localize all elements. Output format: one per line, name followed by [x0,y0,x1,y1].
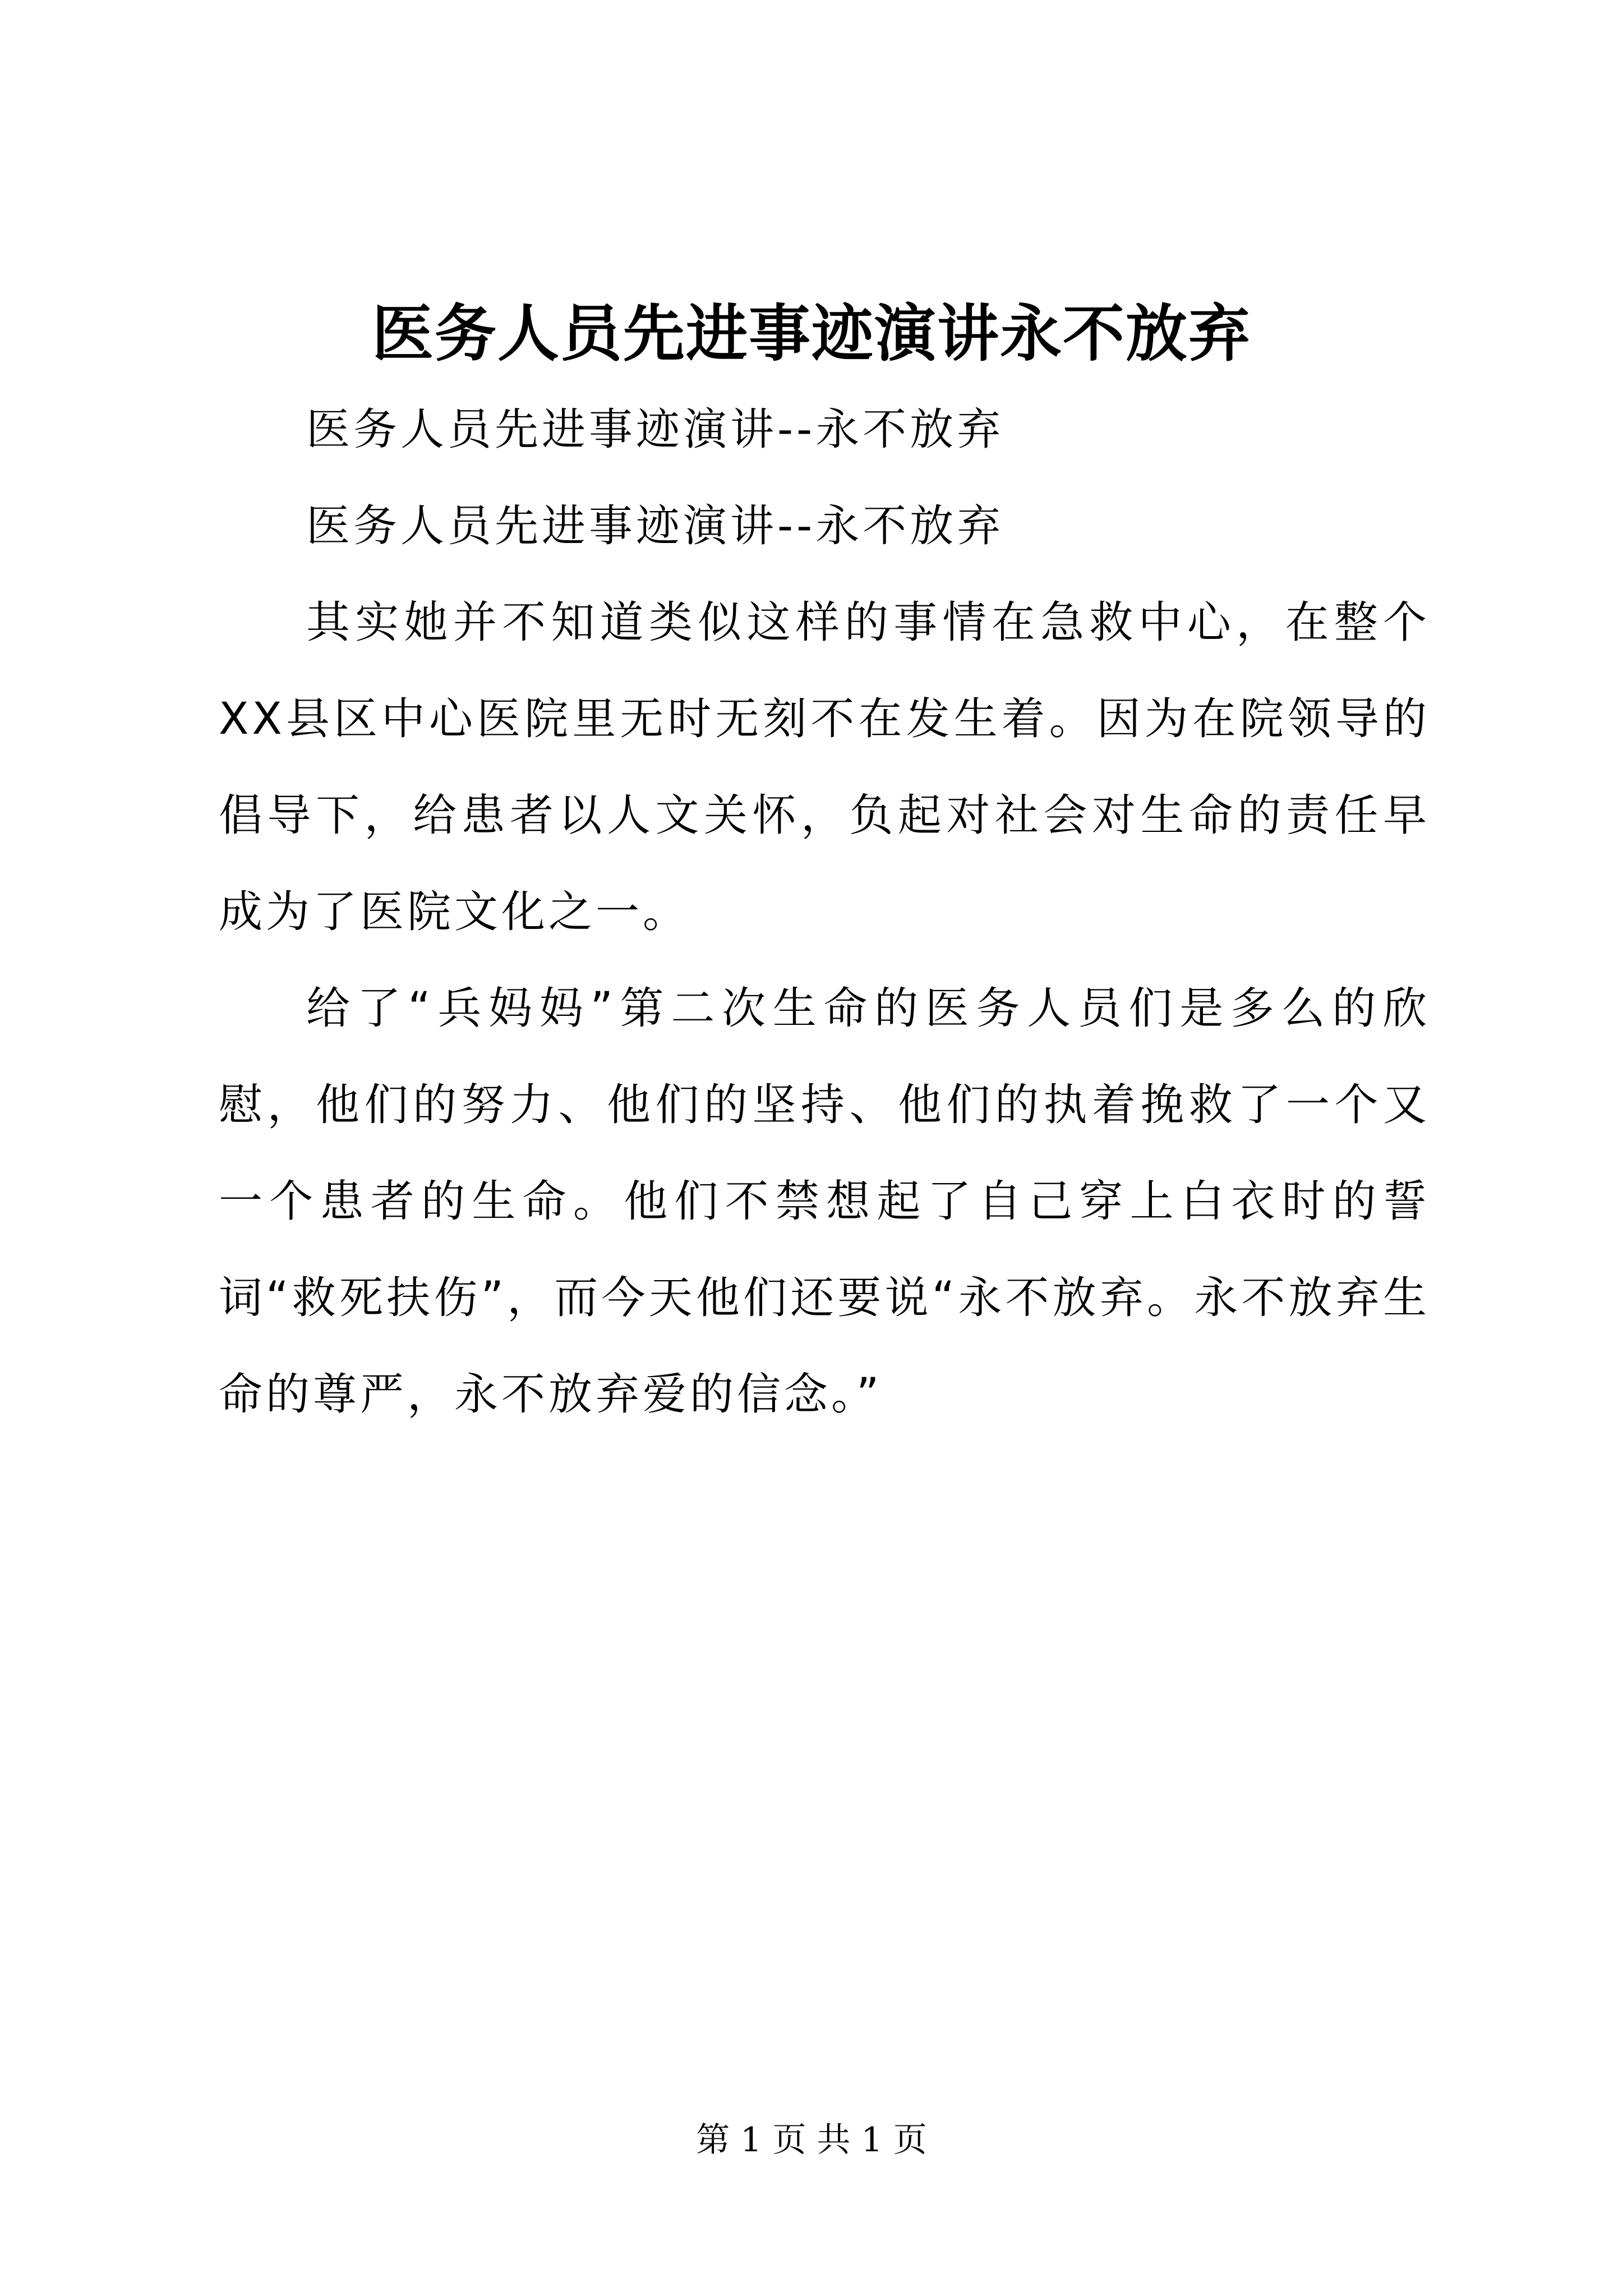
paragraph-body-2: 给了“兵妈妈”第二次生命的医务人员们是多么的欣慰，他们的努力、他们的坚持、他们的执着挽救了一个又一个患者的生命。他们不禁想起了自己穿上白衣时的誓词“救死扶伤”，而今天他们还要说“永不放弃。永不放弃生命的尊严，永不放弃爱的信念。” [219,983,1430,1420]
paragraph-subtitle-2: 医务人员先进事迹演讲--永不放弃 [306,501,1004,551]
paragraph-body-1: 其实她并不知道类似这样的事情在急救中心，在整个XX县区中心医院里无时无刻不在发生着。因为在院领导的倡导下，给患者以人文关怀，负起对社会对生命的责任早成为了医院文化之一。 [219,597,1430,937]
document-title: 医务人员先进事迹演讲永不放弃 [372,297,1251,370]
page-number-footer: 第 1 页 共 1 页 [696,2120,927,2160]
document-body [219,381,1430,1443]
paragraph-subtitle-1: 医务人员先进事迹演讲--永不放弃 [306,404,1004,455]
